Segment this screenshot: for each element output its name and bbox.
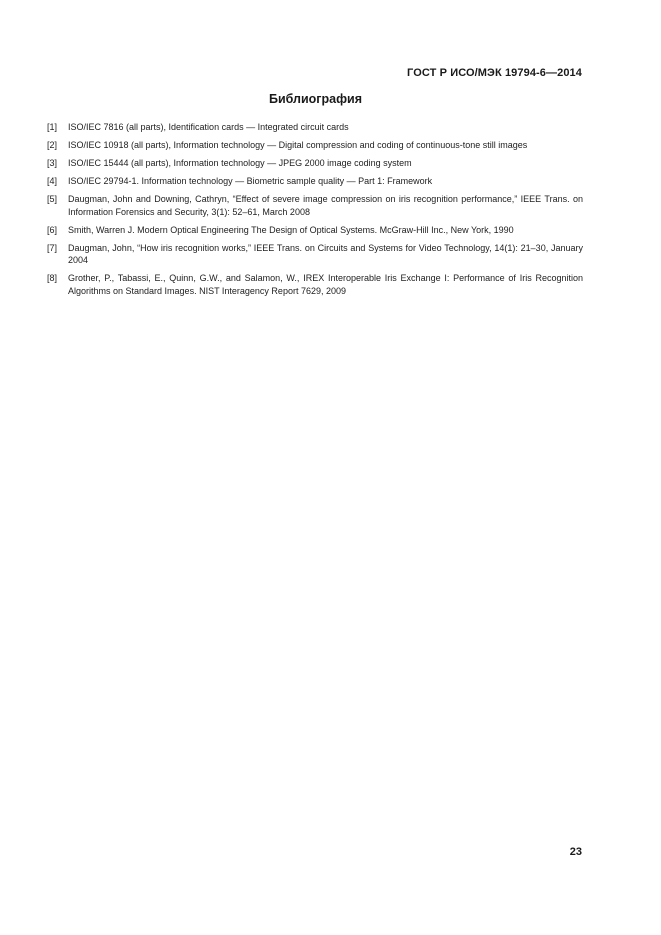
reference-number: [8] bbox=[47, 273, 58, 283]
reference-number: [2] bbox=[47, 140, 58, 150]
reference-number: [4] bbox=[47, 176, 58, 186]
bibliography-entry-6 bbox=[47, 224, 583, 237]
reference-text: ISO/IEC 29794-1. Information technology — Biometric sample quality — Part 1: Framework bbox=[68, 176, 433, 186]
bibliography-entry-7 bbox=[47, 242, 583, 267]
reference-number: [3] bbox=[47, 158, 58, 168]
reference-text: ISO/IEC 10918 (all parts), Information technology — Digital compression and coding of continuous-tone still images bbox=[68, 140, 528, 150]
reference-text: Daugman, John, “How iris recognition works,” IEEE Trans. on Circuits and Systems for Video Technology, 14(1): 21–30, January 2004 bbox=[68, 242, 583, 265]
reference-number: [5] bbox=[47, 194, 58, 204]
bibliography-title: Библиография bbox=[268, 92, 363, 106]
page-number: 23 bbox=[569, 846, 582, 858]
reference-text: ISO/IEC 15444 (all parts), Information technology — JPEG 2000 image coding system bbox=[68, 158, 412, 168]
document-code-header: ГОСТ Р ИСО/МЭК 19794-6—2014 bbox=[407, 67, 582, 79]
bibliography-entry-8 bbox=[47, 272, 583, 297]
reference-number: [6] bbox=[47, 224, 58, 235]
reference-number: [1] bbox=[47, 122, 58, 132]
reference-number: [7] bbox=[47, 242, 58, 253]
bibliography-entry-4 bbox=[47, 175, 583, 188]
bibliography-entry-1 bbox=[47, 121, 583, 134]
bibliography-entry-3 bbox=[47, 157, 583, 170]
bibliography-list bbox=[47, 121, 583, 303]
bibliography-entry-5 bbox=[47, 193, 583, 218]
reference-text: Smith, Warren J. Modern Optical Engineering The Design of Optical Systems. McGraw-Hill Inc., New York, 1990 bbox=[68, 224, 514, 235]
bibliography-entry-2 bbox=[47, 139, 583, 152]
reference-text: ISO/IEC 7816 (all parts), Identification cards — Integrated circuit cards bbox=[68, 122, 349, 132]
reference-text: Grother, P., Tabassi, E., Quinn, G.W., and Salamon, W., IREX Interoperable Iris Exchange I: Performance of Iris Recognition Algorithms on Standard Images. NIST Interagency Report 7629, 2009 bbox=[68, 273, 583, 296]
reference-text: Daugman, John and Downing, Cathryn, “Effect of severe image compression on iris recognition performance,” IEEE Trans. on Information Forensics and Security, 3(1): 52–61, March 2008 bbox=[68, 194, 583, 217]
